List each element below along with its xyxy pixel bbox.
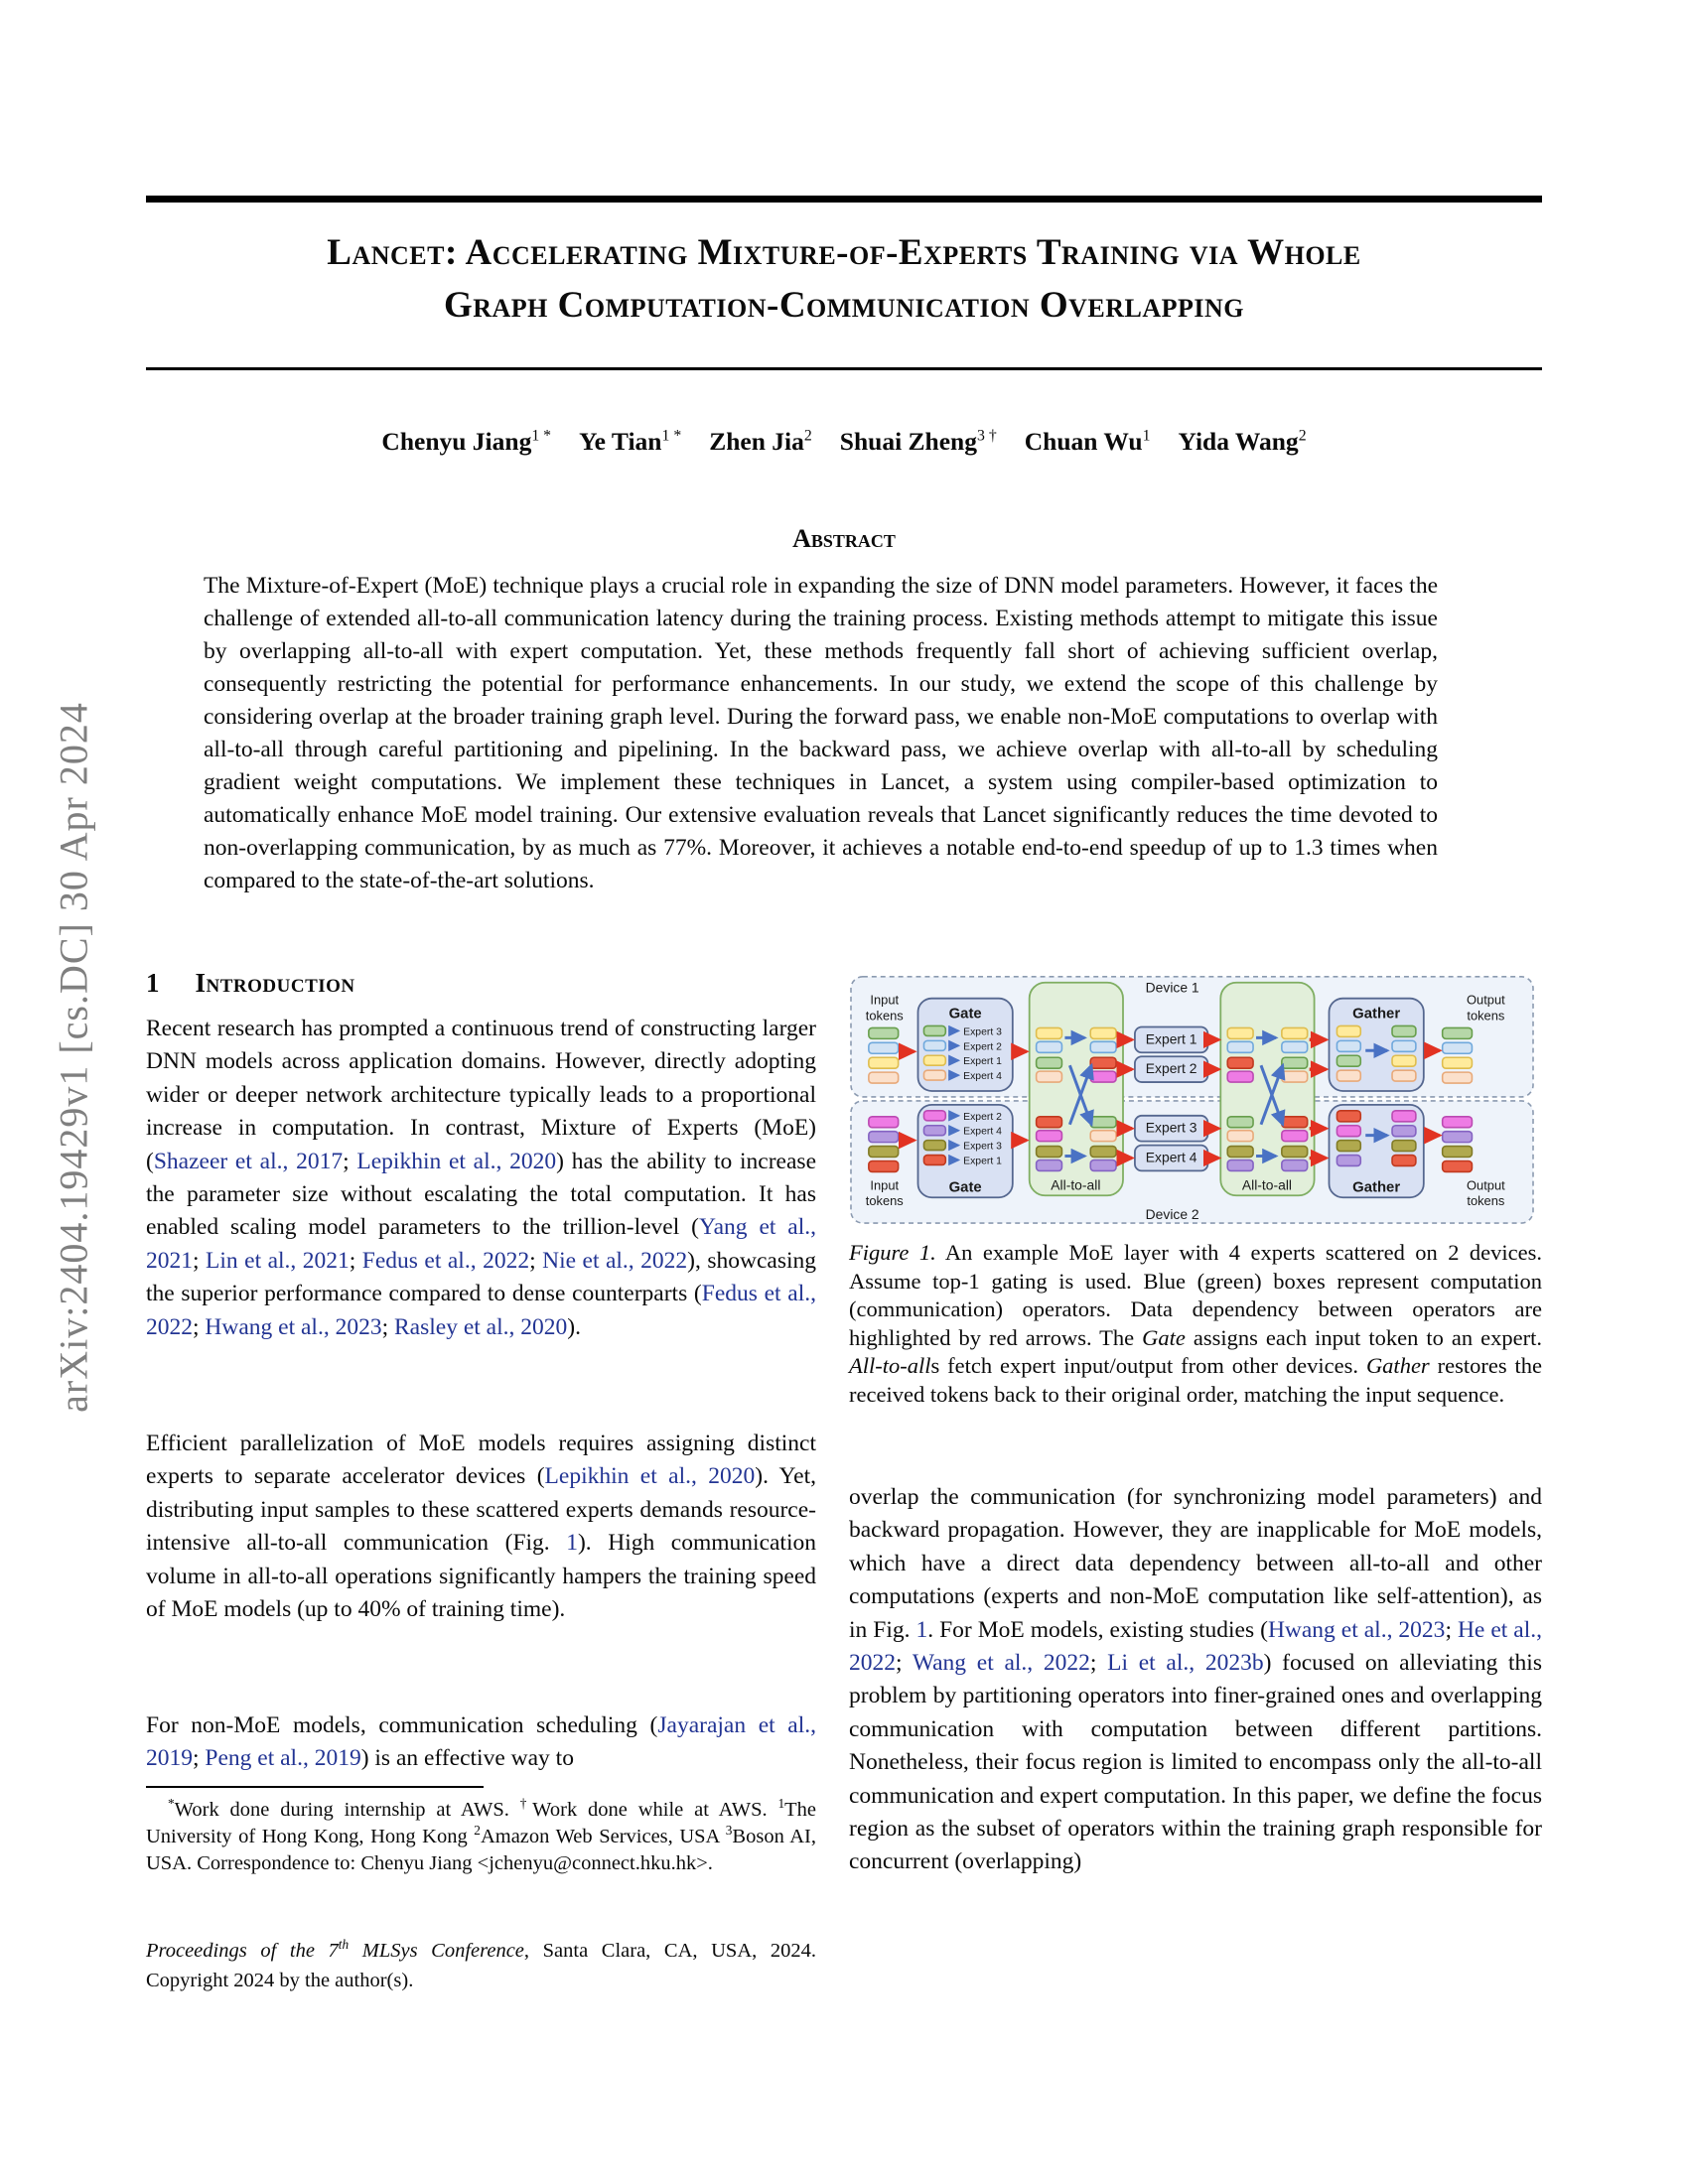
purple-token xyxy=(1227,1160,1253,1170)
purple-token xyxy=(869,1132,899,1143)
d2-output-label-line2: tokens xyxy=(1467,1193,1505,1209)
green-token xyxy=(1443,1027,1473,1038)
section-number: 1 xyxy=(146,968,160,998)
d2-input-label-line1: Input xyxy=(870,1177,900,1193)
d1-output-label-line1: Output xyxy=(1467,992,1505,1008)
footnote-rule xyxy=(146,1786,484,1788)
purple-token xyxy=(1392,1126,1416,1137)
olive-token xyxy=(923,1141,945,1151)
author: Zhen Jia$^2$ xyxy=(709,427,812,456)
magenta-token xyxy=(1227,1071,1253,1082)
blue-token xyxy=(869,1042,899,1053)
green-token xyxy=(1037,1057,1062,1068)
yellow-token xyxy=(1090,1027,1116,1038)
abstract-heading: Abstract xyxy=(792,524,896,553)
blue-token xyxy=(1443,1042,1473,1053)
red-token xyxy=(1443,1160,1473,1171)
citation-link[interactable]: He et al., 2022 xyxy=(849,1616,1542,1677)
d2-gather-label: Gather xyxy=(1352,1179,1401,1196)
intro-paragraph-2: Efficient parallelization of MoE models requires assigning distinct experts to separate accelerator devices (Lepikhin et al., 2020). Yet, distributing input samples to these scattered experts demands resource-intensive all-to-all communication (Fig. 1). High communication volume in all-to-all operations significantly hampers the training speed of MoE models (up to 40% of training time). xyxy=(146,1431,816,1623)
citation-link[interactable]: Fedus et al., 2022 xyxy=(146,1281,816,1340)
peach-token xyxy=(1336,1070,1360,1081)
footnote-affiliations: *Work done during internship at AWS. †Work done while at AWS. $^1$The University of Hong Kong, Hong Kong $^2$Amazon Web Services, USA $^3$Boson AI, USA. Correspondence to: Chenyu Jiang <jchenyu@connect.hku.hk>. xyxy=(146,1796,817,1874)
footnote-proceedings: Proceedings of the 7th MLSys Conference, Santa Clara, CA, USA, 2024. Copyright 2024 by the author(s). xyxy=(146,1937,816,1991)
yellow-token xyxy=(1443,1057,1473,1068)
blue-token xyxy=(1090,1041,1116,1052)
device1-label: Device 1 xyxy=(1145,979,1199,996)
citation-link[interactable]: 1 xyxy=(915,1616,928,1643)
citation-link[interactable]: Wang et al., 2022 xyxy=(912,1650,1090,1677)
d1-gate-row1: Expert 3 xyxy=(963,1026,1002,1038)
d1-input-label-line1: Input xyxy=(870,992,900,1008)
citation-link[interactable]: 1 xyxy=(566,1530,578,1557)
citation-link[interactable]: Hwang et al., 2023 xyxy=(205,1313,382,1340)
red-token xyxy=(1090,1057,1116,1068)
citation-link[interactable]: Lepikhin et al., 2020 xyxy=(544,1463,756,1490)
d2-gate-label: Gate xyxy=(948,1179,982,1196)
purple-token xyxy=(1443,1132,1473,1143)
green-token xyxy=(1392,1025,1416,1036)
paper-title-line1: Lancet: Accelerating Mixture-of-Experts Training via Whole xyxy=(327,232,1361,273)
red-token xyxy=(1336,1111,1360,1122)
blue-token xyxy=(1392,1040,1416,1051)
blue-token xyxy=(923,1040,945,1050)
green-token xyxy=(923,1025,945,1035)
citation-link[interactable]: Nie et al., 2022 xyxy=(542,1247,688,1274)
peach-token xyxy=(923,1070,945,1080)
expert1-label: Expert 1 xyxy=(1145,1030,1197,1047)
magenta-token xyxy=(1282,1131,1308,1142)
olive-token xyxy=(1090,1147,1116,1158)
author: Shuai Zheng$^{3 \dagger}$ xyxy=(839,427,997,456)
citation-link[interactable]: Rasley et al., 2020 xyxy=(393,1313,568,1340)
d1-gate-row2: Expert 2 xyxy=(963,1041,1002,1053)
green-token xyxy=(1282,1057,1308,1068)
blue-token xyxy=(1282,1041,1308,1052)
intro-paragraph-1: Recent research has prompted a continuous trend of constructing larger DNN models across application domains. However, directly adopting wider or deeper network architecture typically leads to a proportional increase in computation. In contrast, Mixture of Experts (MoE) (Shazeer et al., 2017; Lepikhin et al., 2020) has the ability to increase the parameter size without escalating the total computation. It has enabled scaling model parameters to the trillion-level (Yang et al., 2021; Lin et al., 2021; Fedus et al., 2022; Nie et al., 2022), showcasing the superior performance compared to dense counterparts (Fedus et al., 2022; Hwang et al., 2023; Rasley et al., 2020). xyxy=(146,1016,817,1340)
green-token xyxy=(1227,1117,1253,1128)
author-list xyxy=(146,427,1542,457)
magenta-token xyxy=(923,1111,945,1121)
arxiv-stamp: arXiv:2404.19429v1 [cs.DC] 30 Apr 2024 xyxy=(51,702,96,1413)
d2-gate-row3: Expert 3 xyxy=(963,1141,1002,1153)
red-token xyxy=(1392,1156,1416,1166)
red-token xyxy=(923,1156,945,1165)
device2-label: Device 2 xyxy=(1145,1206,1199,1223)
all-to-all-1-label: All-to-all xyxy=(1051,1176,1101,1193)
d2-gate-row1: Expert 2 xyxy=(963,1111,1002,1123)
magenta-token xyxy=(1090,1071,1116,1082)
blue-token xyxy=(1037,1041,1062,1052)
red-token xyxy=(869,1160,899,1171)
citation-link[interactable]: Li et al., 2023b xyxy=(1107,1650,1264,1677)
peach-token xyxy=(1090,1131,1116,1142)
citation-link[interactable]: Jayarajan et al., 2019 xyxy=(146,1712,817,1772)
yellow-token xyxy=(869,1057,899,1068)
author: Chenyu Jiang$^{1 *}$ xyxy=(381,427,552,456)
citation-link[interactable]: Fedus et al., 2022 xyxy=(361,1247,530,1274)
citation-link[interactable]: Hwang et al., 2023 xyxy=(1267,1616,1446,1643)
citation-link[interactable]: Lepikhin et al., 2020 xyxy=(356,1148,557,1174)
d1-output-label-line2: tokens xyxy=(1467,1008,1505,1024)
blue-token xyxy=(1227,1041,1253,1052)
peach-token xyxy=(1443,1072,1473,1083)
abstract-text: The Mixture-of-Expert (MoE) technique plays a crucial role in expanding the size of DNN model parameters. However, it faces the challenge of extended all-to-all communication latency during the training process. Existing methods attempt to mitigate this issue by overlapping all-to-all with expert computation. Yet, these methods frequently fall short of achieving sufficient overlap, consequently restricting the potential for performance enhancements. In our study, we extend the scope of this challenge by considering overlap at the broader training graph level. During the forward pass, we enable non-MoE computations to overlap with all-to-all through careful partitioning and pipelining. In the backward pass, we achieve overlap with all-to-all by scheduling gradient weight computations. We implement these techniques in Lancet, a system using compiler-based optimization to automatically enhance MoE model training. Our extensive evaluation reveals that Lancet significantly reduces the time devoted to non-overlapping communication, by as much as 77%. Moreover, it achieves a notable end-to-end speedup of up to 1.3 times when compared to the state-of-the-art solutions. xyxy=(204,573,1438,893)
peach-token xyxy=(1392,1070,1416,1081)
expert4-label: Expert 4 xyxy=(1145,1149,1197,1165)
d1-gate-row4: Expert 4 xyxy=(963,1071,1002,1083)
green-token xyxy=(1336,1055,1360,1066)
olive-token xyxy=(1336,1141,1360,1152)
d2-output-label-line1: Output xyxy=(1467,1177,1505,1193)
moe-layer-diagram xyxy=(847,953,1537,1227)
yellow-token xyxy=(1227,1027,1253,1038)
d1-gate-label: Gate xyxy=(948,1006,982,1023)
purple-token xyxy=(1090,1160,1116,1170)
d1-gate-row3: Expert 1 xyxy=(963,1056,1002,1068)
figure-1-caption: Figure 1. An example MoE layer with 4 experts scattered on 2 devices. Assume top-1 gating is used. Blue (green) boxes represent computation (communication) operators. Data dependency between operators are highlighted by red arrows. The Gate assigns each input token to an expert. All-to-alls fetch expert input/output from other devices. Gather restores the received tokens back to their original order, matching the input sequence. xyxy=(849,1240,1542,1407)
citation-link[interactable]: Yang et al., 2021 xyxy=(146,1214,817,1274)
blue-token xyxy=(1336,1040,1360,1051)
citation-link[interactable]: Shazeer et al., 2017 xyxy=(153,1148,344,1174)
paper-title xyxy=(146,226,1542,332)
peach-token xyxy=(1227,1131,1253,1142)
d2-gate-row4: Expert 1 xyxy=(963,1156,1002,1167)
magenta-token xyxy=(1037,1131,1062,1142)
olive-token xyxy=(1037,1147,1062,1158)
author: Ye Tian$^{1 *}$ xyxy=(579,427,682,456)
right-column-paragraph: overlap the communication (for synchronizing model parameters) and backward propagation. However, they are inapplicable for MoE models, which have a direct data dependency between all-to-all and other computations (experts and non-MoE computation like self-attention), as in Fig. 1. For MoE models, existing studies (Hwang et al., 2023; He et al., 2022; Wang et al., 2022; Li et al., 2023b) focused on alleviating this problem by partitioning operators into finer-grained ones and overlapping communication with computation between different partitions. Nonetheless, their focus region is limited to encompass only the all-to-all communication and expert computation. In this paper, we define the focus region as the subset of operators within the training graph responsible for concurrent (overlapping) xyxy=(849,1484,1542,1875)
yellow-token xyxy=(1282,1027,1308,1038)
olive-token xyxy=(1227,1147,1253,1158)
figure-1 xyxy=(847,953,1537,1232)
yellow-token xyxy=(923,1055,945,1065)
purple-token xyxy=(923,1126,945,1136)
red-token xyxy=(1227,1057,1253,1068)
expert2-label: Expert 2 xyxy=(1145,1060,1197,1077)
purple-token xyxy=(1336,1156,1360,1166)
author: Chuan Wu$^1$ xyxy=(1024,427,1151,456)
olive-token xyxy=(1392,1141,1416,1152)
purple-token xyxy=(1282,1160,1308,1170)
red-token xyxy=(1282,1117,1308,1128)
green-token xyxy=(869,1027,899,1038)
d1-input-label-line2: tokens xyxy=(865,1008,904,1024)
yellow-token xyxy=(1037,1027,1062,1038)
yellow-token xyxy=(1336,1025,1360,1036)
intro-paragraph-3: For non-MoE models, communication scheduling (Jayarajan et al., 2019; Peng et al., 2019) is an effective way to xyxy=(146,1712,817,1772)
olive-token xyxy=(1282,1147,1308,1158)
peach-token xyxy=(1282,1071,1308,1082)
citation-link[interactable]: Peng et al., 2019 xyxy=(205,1745,361,1772)
title-rule-top xyxy=(146,196,1542,203)
magenta-token xyxy=(869,1117,899,1128)
red-token xyxy=(1037,1117,1062,1128)
yellow-token xyxy=(1392,1055,1416,1066)
author: Yida Wang$^2$ xyxy=(1178,427,1307,456)
magenta-token xyxy=(1336,1126,1360,1137)
purple-token xyxy=(1037,1160,1062,1170)
d2-input-label-line2: tokens xyxy=(865,1193,904,1209)
peach-token xyxy=(1037,1071,1062,1082)
expert3-label: Expert 3 xyxy=(1145,1119,1197,1136)
d2-gate-row2: Expert 4 xyxy=(963,1126,1002,1138)
olive-token xyxy=(1443,1147,1473,1158)
peach-token xyxy=(869,1072,899,1083)
section-title: Introduction xyxy=(195,968,355,998)
citation-link[interactable]: Lin et al., 2021 xyxy=(206,1247,350,1274)
all-to-all-2-label: All-to-all xyxy=(1241,1176,1293,1193)
magenta-token xyxy=(1443,1117,1473,1128)
green-token xyxy=(1090,1117,1116,1128)
section-heading-introduction xyxy=(146,968,355,999)
paper-title-line2: Graph Computation-Communication Overlapping xyxy=(443,285,1245,326)
title-rule-bottom xyxy=(146,367,1542,370)
d1-gather-label: Gather xyxy=(1352,1006,1401,1023)
olive-token xyxy=(869,1147,899,1158)
magenta-token xyxy=(1392,1111,1416,1122)
